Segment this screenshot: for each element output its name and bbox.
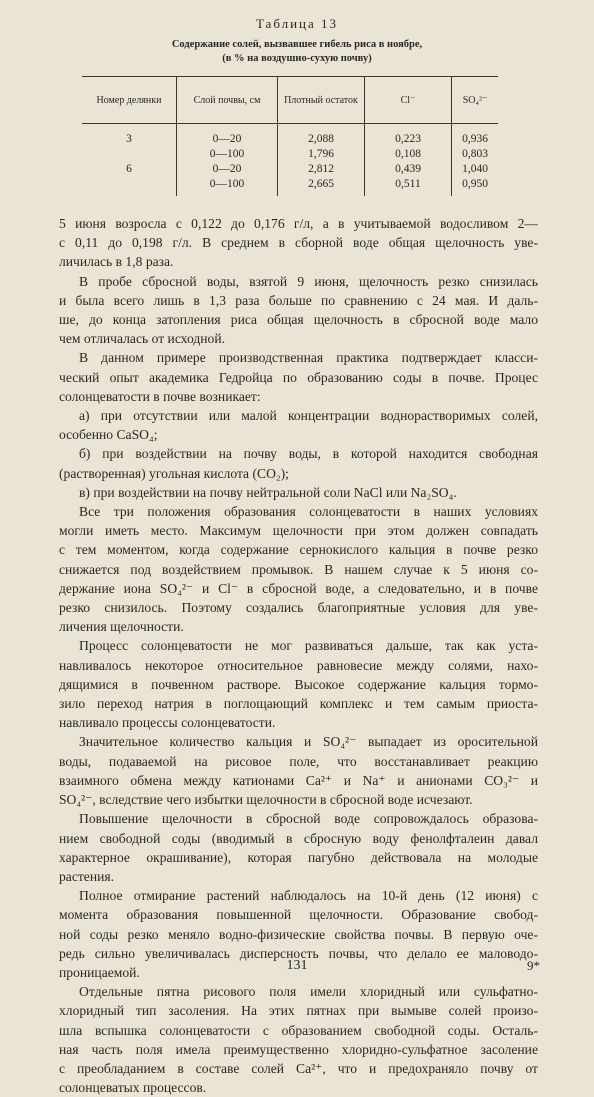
text-line: Повышение щелочности в сбросной воде сопровождалось образова-	[79, 811, 538, 827]
text-line: SO₄²⁻, вследствие чего избытки щелочности в сбросной воде исчезают.	[59, 792, 473, 808]
table-row	[82, 177, 498, 196]
text-line: личения щелочности.	[59, 619, 184, 635]
text-line: ше, до конца затопления риса общая щелочность в сбросной воде мало	[59, 312, 538, 328]
text-line: ная часть поля имела преимущественно хлоридно-сульфатное засоление	[59, 1041, 538, 1057]
text-line: снижается под воздействием промывок. В нашем случае к 5 июня со-	[59, 561, 538, 577]
header-chloride: Cl⁻	[365, 77, 452, 124]
table-cell: 0,108	[365, 147, 452, 162]
table-cell: 0—100	[177, 177, 278, 196]
text-line: Значительное количество кальция и SO₄²⁻ выпадает из оросительной	[79, 734, 538, 750]
table-cell: 1,796	[278, 147, 365, 162]
table-cell: 0,439	[365, 162, 452, 177]
text-line: навливало процессы солонцеватости.	[59, 715, 276, 731]
text-line: воды, подаваемой на рисовое поле, что восстанавливает реакцию	[59, 753, 538, 769]
text-line: б) при воздействии на почву воды, в которой находится свободная	[79, 446, 538, 462]
text-line: растения.	[59, 868, 115, 884]
table-cell	[82, 177, 177, 196]
table-caption-line: (в % на воздушно-сухую почву)	[222, 53, 372, 64]
text-line: а) при отсутствии или малой концентрации воднорастворимых солей,	[79, 408, 538, 424]
header-soil-layer: Слой почвы, см	[177, 77, 278, 124]
table-caption-line: Содержание солей, вызвавшее гибель риса в ноябре,	[171, 39, 423, 50]
text-line: зило переход натрия в поглощающий комплекс и тем самым приоста-	[59, 696, 538, 712]
page-number: 131	[286, 958, 308, 973]
text-line: Все три положения образования солонцеватости в наших условиях	[79, 504, 538, 520]
text-line: с преобладанием в составе солей Ca²⁺, что и предохраняло почву от	[59, 1060, 538, 1076]
text-line: Процесс солонцеватости не мог развиваться дальше, так как уста-	[79, 638, 538, 654]
text-line: с тем моментом, когда содержание сернокислого кальция в почве резко	[59, 542, 538, 558]
text-line: навливалось некоторое относительное равновесие между солями, нахо-	[59, 657, 538, 673]
table-cell: 6	[126, 163, 132, 175]
text-line: В данном примере производственная практика подтверждает класси-	[79, 350, 538, 366]
table-caption	[60, 38, 534, 66]
text-line: ной соды резко меняло водно-физические свойства почвы. В первую оче-	[59, 926, 538, 942]
text-line: Отдельные пятна рисового поля имели хлоридный или сульфатно-	[79, 984, 538, 1000]
text-line: нием свободной соды (вводимый в сбросную воду фенолфталеин давал	[59, 830, 538, 846]
table-cell: 0,803	[452, 147, 499, 162]
text-line: в) при воздействии на почву нейтральной соли NaCl или Na₂SO₄.	[79, 484, 457, 500]
table-row	[82, 147, 498, 162]
text-line: характерное окрашивание), которая пагубно действовала на молодые	[59, 849, 538, 865]
text-line: 5 июня возросла с 0,122 до 0,176 г/л, а в учитываемой водосливом 2—	[59, 216, 538, 231]
text-line: держание иона SO₄²⁻ и Cl⁻ в сбросной воде, а следовательно, и в почве	[59, 580, 538, 596]
table-header-row	[82, 77, 498, 124]
text-line: солонцеватых процессов.	[59, 1080, 207, 1096]
table-cell: 0,223	[365, 124, 452, 148]
table-cell: 0—100	[177, 147, 278, 162]
text-line: солонцеватости в почве возникает:	[59, 388, 261, 404]
table-cell: 2,088	[278, 124, 365, 148]
header-sulfate: SO₄²⁻	[452, 77, 499, 124]
text-line: редь сильно увеличивалась дисперсность почвы, что делало ее маловодо-	[59, 945, 538, 961]
text-line: Полное отмирание растений наблюдалось на 10-й день (12 июня) с	[79, 888, 538, 904]
table-cell: 3	[126, 133, 132, 145]
header-plot-number: Номер делянки	[82, 77, 177, 124]
table-row	[82, 162, 498, 177]
text-line: проницаемой.	[59, 964, 140, 980]
table-cell: 2,812	[278, 162, 365, 177]
table-cell	[82, 147, 177, 162]
text-line: чем отличалась от исходной.	[59, 331, 226, 347]
printer-signature: 9*	[527, 958, 540, 973]
text-line: особенно CaSO₄;	[59, 427, 158, 443]
table-cell: 0,511	[365, 177, 452, 196]
table-cell: 0,936	[452, 124, 499, 148]
text-line: шла вспышка солонцеватости с образованием свободной соды. Осталь-	[59, 1022, 538, 1038]
text-line: могли иметь место. Максимум щелочности при этом должен совпадать	[59, 523, 538, 539]
text-line: взаимного обмена между катионами Ca²⁺ и Na⁺ и анионами CO₃²⁻ и	[59, 772, 538, 788]
text-line: и была всего лишь в 1,3 раза больше по сравнению с 24 мая. И даль-	[59, 292, 538, 308]
text-line: В пробе сбросной воды, взятой 9 июня, щелочность резко снизилась	[79, 273, 538, 289]
text-line: личилась в 1,8 раза.	[59, 254, 174, 270]
table-cell: 1,040	[452, 162, 499, 177]
table-cell: 0,950	[452, 177, 499, 196]
table-number: Таблица 13	[255, 16, 339, 31]
table-cell: 0—20	[177, 124, 278, 148]
table-cell: 2,665	[278, 177, 365, 196]
text-line: с 0,11 до 0,198 г/л. В среднем в сборной воде общая щелочность уве-	[59, 235, 538, 251]
salt-content-table	[82, 76, 498, 196]
header-dry-residue: Плотный остаток	[278, 77, 365, 124]
text-line: резко снизилось. Поэтому создались благоприятные условия для уве-	[59, 600, 538, 616]
table-row	[82, 124, 498, 148]
text-line: момента образования повышенной щелочности. Образование свобод-	[59, 907, 538, 923]
text-line: дящимися в почвенном растворе. Высокое содержание кальция тормо-	[59, 676, 538, 692]
text-line: (растворенная) угольная кислота (CO₂);	[59, 465, 289, 481]
text-line: хлоридный тип засоления. На этих пятнах при вымыве солей произо-	[59, 1003, 538, 1019]
text-line: ческий опыт академика Гедройца по образованию соды в почве. Процес	[59, 369, 538, 385]
table-cell: 0—20	[177, 162, 278, 177]
